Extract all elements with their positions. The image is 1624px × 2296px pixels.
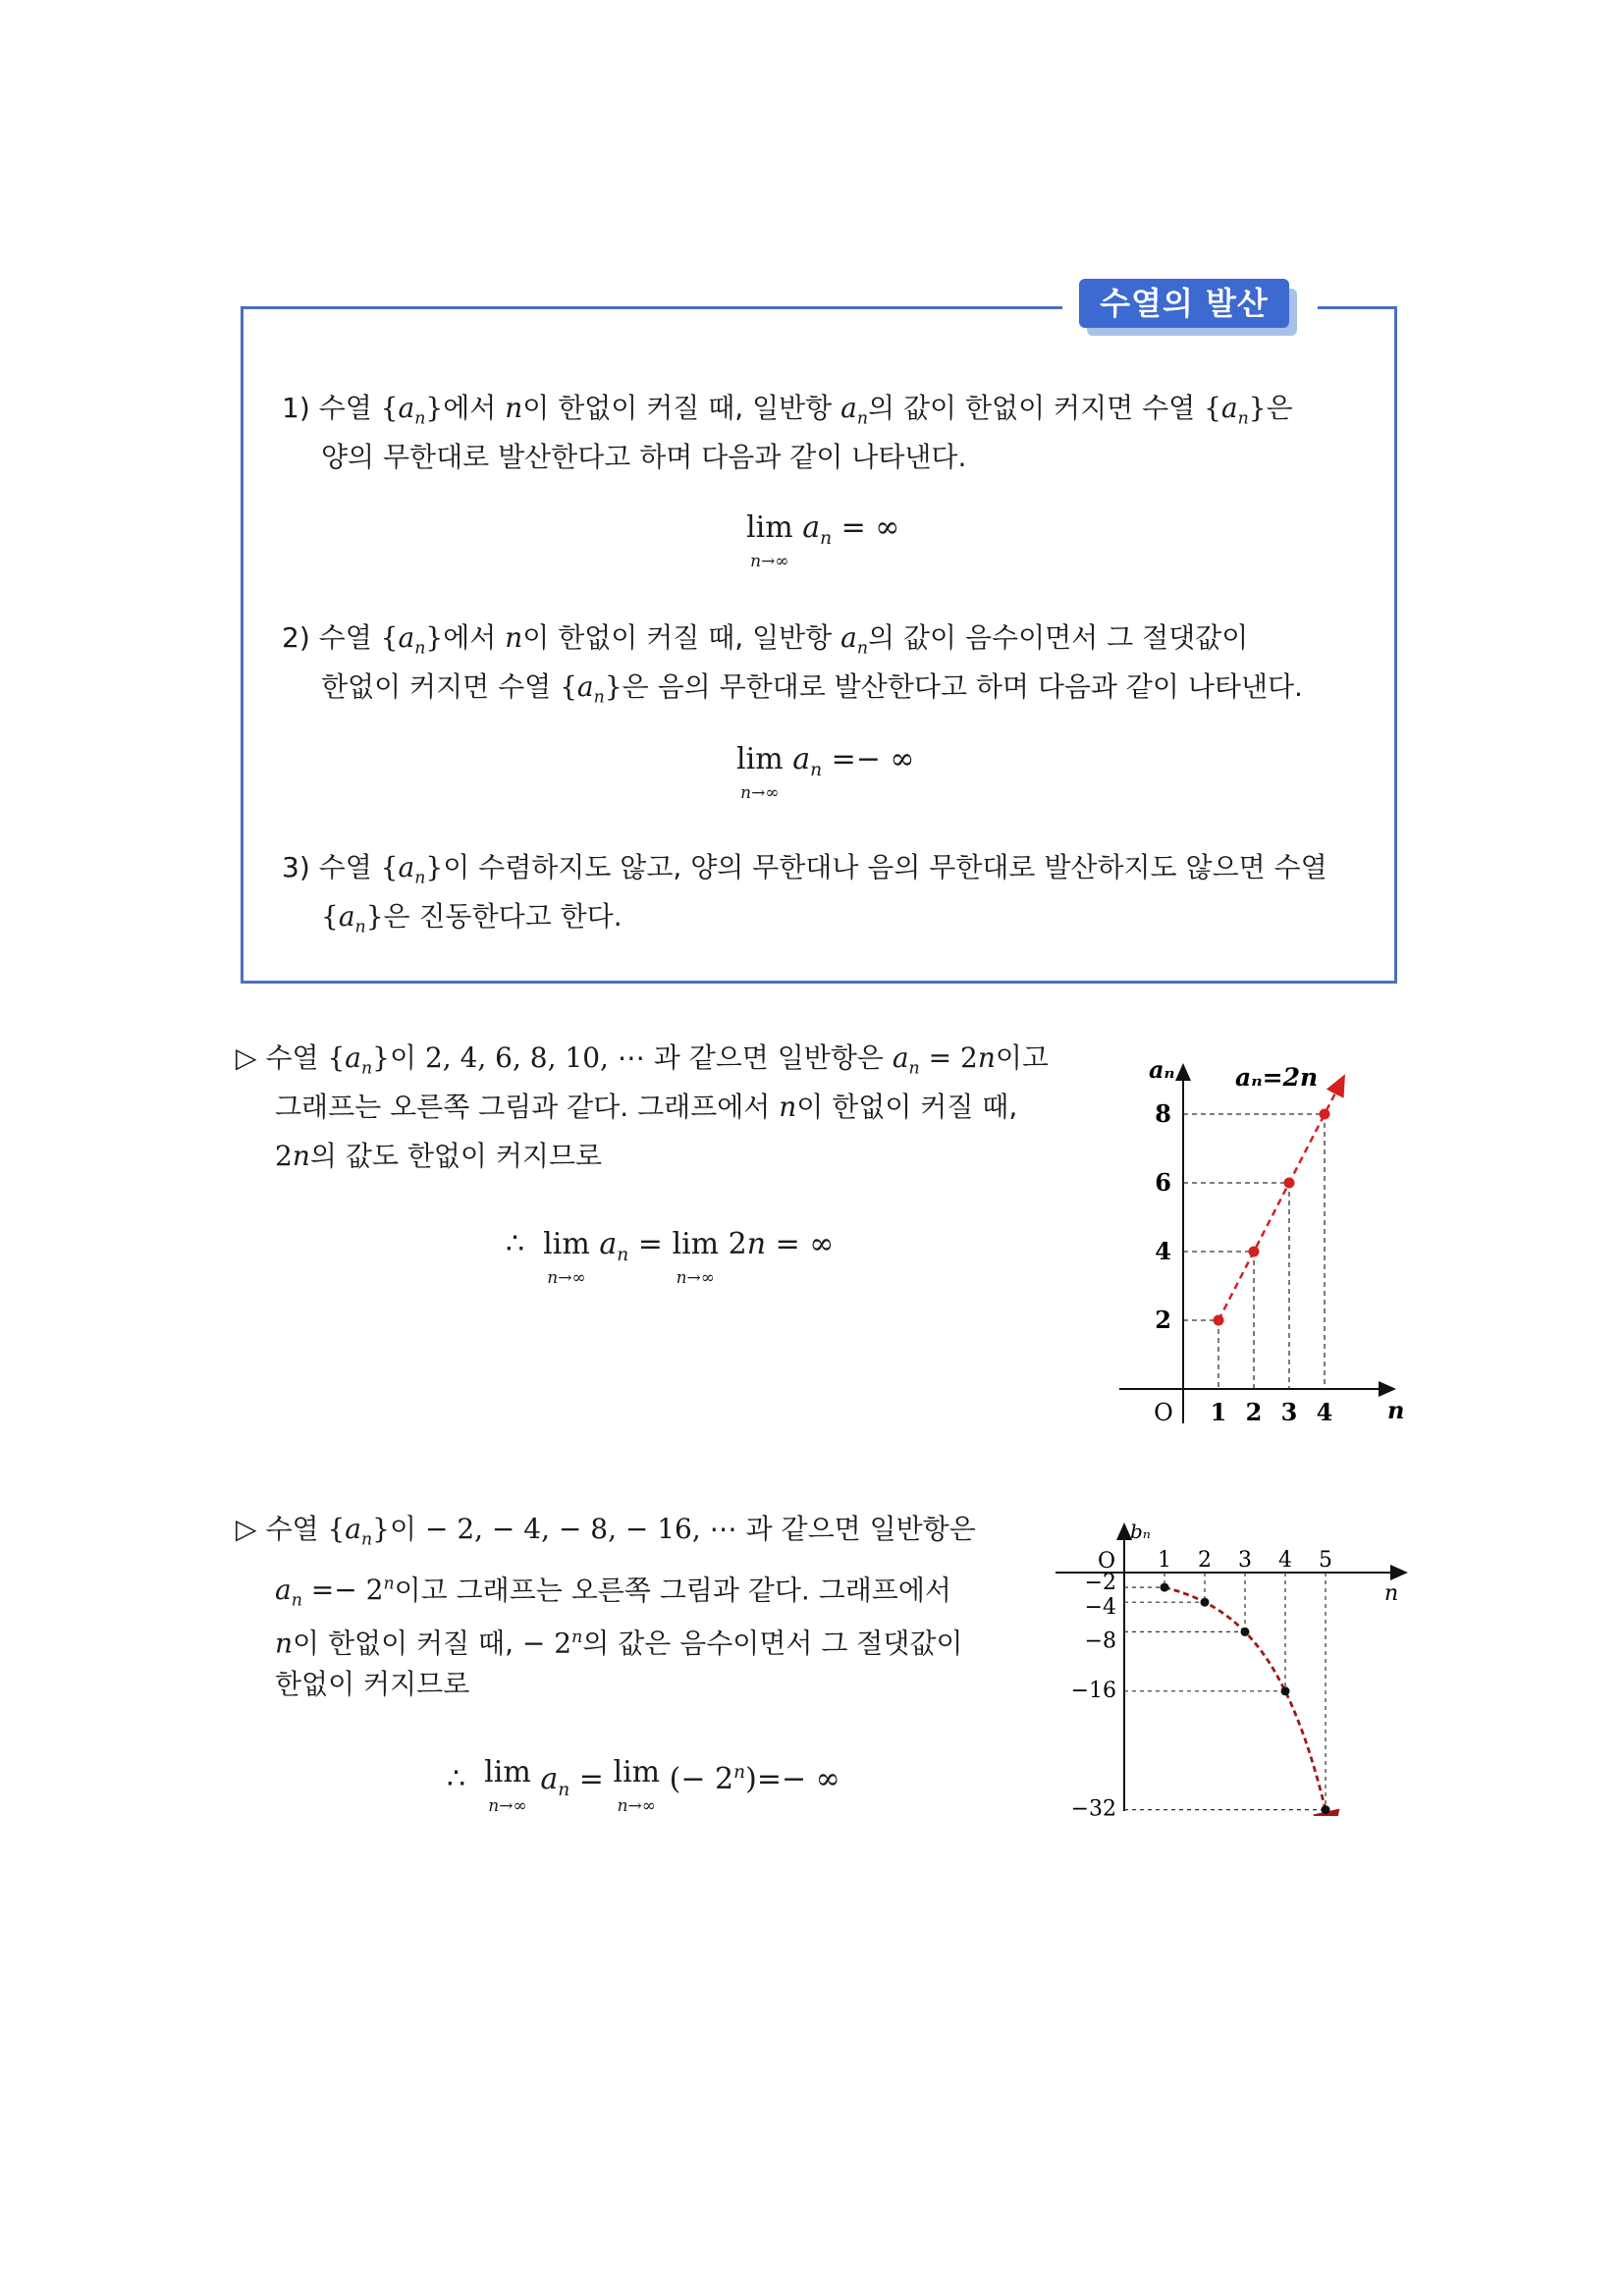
item-number: 2) [282,621,310,654]
seq-a-n: $\{a_n\}$ [321,900,384,937]
data-point [1320,1109,1330,1120]
general-term: $a_n =- 2^n$ [275,1574,395,1611]
text: 수열 [318,621,381,654]
example-2-line-3: n이 한없이 커질 때, − $2^n$의 값은 음수이면서 그 절댓값이 [275,1627,963,1660]
data-point [1201,1598,1210,1607]
y-tick-label: 8 [1155,1099,1171,1128]
text: 수열 [318,392,381,424]
series-label: aₙ=2n [1235,1063,1319,1092]
term-a-n: $a_n$ [840,621,869,659]
formula-1: lim n→∞ $a_n$ = ∞ [746,510,900,571]
seq-a-n: $\{a_n\}$ [560,670,623,708]
item-number: 1) [282,392,310,424]
origin-label: O [1097,1549,1116,1574]
item-2-line-2: 한없이 커지면 수열 $\{a_n\}$은 음의 무한대로 발산한다고 하며 다음과 같이 나타낸다. [321,670,1303,708]
x-tick-label: 4 [1316,1398,1333,1426]
y-axis-label: aₙ [1149,1055,1175,1084]
seq-a-n: $\{a_n\}$ [1204,392,1267,429]
x-tick-label: 2 [1245,1398,1263,1426]
box-title: 수열의 발산 [1079,279,1289,328]
y-tick-label: 2 [1155,1306,1171,1334]
y-axis-label: bₙ [1130,1520,1151,1543]
y-tick-label: −8 [1084,1629,1116,1654]
item-1-line-2: 양의 무한대로 발산한다고 하며 다음과 같이 나타낸다. [321,441,967,473]
var-n: n [505,392,523,424]
text: 이 한없이 커질 때, 일반항 [522,621,841,654]
x-tick-label: 2 [1198,1548,1212,1573]
data-point [1161,1583,1169,1592]
text: 에서 [443,392,506,424]
sequence-values: − 2, − 4, − 8, − 16, ⋯ [424,1513,737,1545]
example-2-line-4: 한없이 커지므로 [275,1668,470,1700]
y-tick-label: 4 [1155,1237,1171,1265]
y-tick-label: −4 [1084,1595,1116,1621]
x-axis-label: n [1387,1396,1404,1424]
y-tick-label: −2 [1084,1571,1116,1596]
data-point [1214,1315,1224,1326]
chart-an-2n [1110,1050,1404,1433]
data-point [1249,1247,1260,1257]
y-tick-label: −16 [1070,1678,1116,1703]
sequence-values: 2, 4, 6, 8, 10, ⋯ [424,1041,645,1074]
x-axis-label: n [1384,1581,1399,1606]
text: 의 값이 한없이 커지면 수열 [868,392,1205,424]
x-tick-label: 3 [1238,1548,1252,1573]
bullet-icon: ▷ [236,1041,257,1074]
item-2-line-1 [282,618,1248,668]
seq-a-n: $\{a_n\}$ [380,621,444,659]
example-1-line-3: 2n의 값도 한없이 커지므로 [275,1140,603,1172]
x-tick-label: 1 [1210,1398,1227,1426]
formula-3: ∴ lim n→∞ $a_n = \lim$ n→∞ 2n = ∞ [506,1227,835,1288]
example-2-line-1: ▷ 수열 $\{a_n\}$이 − 2, − 4, − 8, − 16, ⋯ 과 같으면 일반항은 [236,1513,976,1550]
series-curve [1164,1587,1331,1816]
y-tick-label: 6 [1155,1168,1171,1197]
item-1-line-1 [282,389,1293,439]
data-point [1281,1686,1290,1695]
item-3-line-1 [282,848,1327,898]
example-1-line-2: 그래프는 오른쪽 그림과 같다. 그래프에서 n이 한없이 커질 때, [275,1091,1018,1123]
origin-label: O [1154,1399,1173,1426]
text: 에서 [443,621,506,654]
y-tick-label: −32 [1070,1796,1116,1816]
data-point [1284,1178,1295,1189]
x-tick-label: 1 [1158,1548,1171,1573]
seq-a-n: $\{a_n\}$ [380,392,444,429]
x-tick-label: 3 [1280,1398,1298,1426]
item-3-line-2: $\{a_n\}$은 진동한다고 한다. [321,900,623,937]
x-tick-label: 5 [1319,1548,1332,1573]
item-number: 3) [282,851,310,883]
seq-a-n: $\{a_n\}$ [327,1041,390,1079]
var-n: n [505,621,523,654]
seq-a-n: $\{a_n\}$ [380,851,444,888]
example-1-line-1: ▷ 수열 $\{a_n\}$이 2, 4, 6, 8, 10, ⋯ 과 같으면 일반항은 $a_n = 2n$이고 [236,1041,1049,1079]
bullet-icon: ▷ [236,1513,257,1545]
text: 은 [1266,392,1293,424]
chart-bn-neg-2-pow-n [1051,1517,1414,1816]
x-tick-label: 4 [1278,1548,1292,1573]
text: 수열 [318,851,381,883]
text: 의 값이 음수이면서 그 절댓값이 [868,621,1249,654]
data-point [1241,1628,1250,1636]
seq-a-n: $\{a_n\}$ [327,1513,390,1550]
example-2-line-2: $a_n =- 2^n$이고 그래프는 오른쪽 그림과 같다. 그래프에서 [275,1574,951,1611]
term-a-n: $a_n$ [840,392,869,429]
text: 이 한없이 커질 때, 일반항 [522,392,841,424]
text: 이 수렴하지도 않고, 양의 무한대나 음의 무한대로 발산하지도 않으면 수열 [443,851,1327,883]
formula-4: ∴ lim n→∞ $a_n = \lim$ n→∞ (− $2^n)=-$ ∞ [447,1755,840,1816]
formula-2: lim n→∞ $a_n$ =− ∞ [736,742,915,803]
general-term: $a_n = 2n$ [892,1041,996,1079]
data-point [1322,1805,1330,1814]
